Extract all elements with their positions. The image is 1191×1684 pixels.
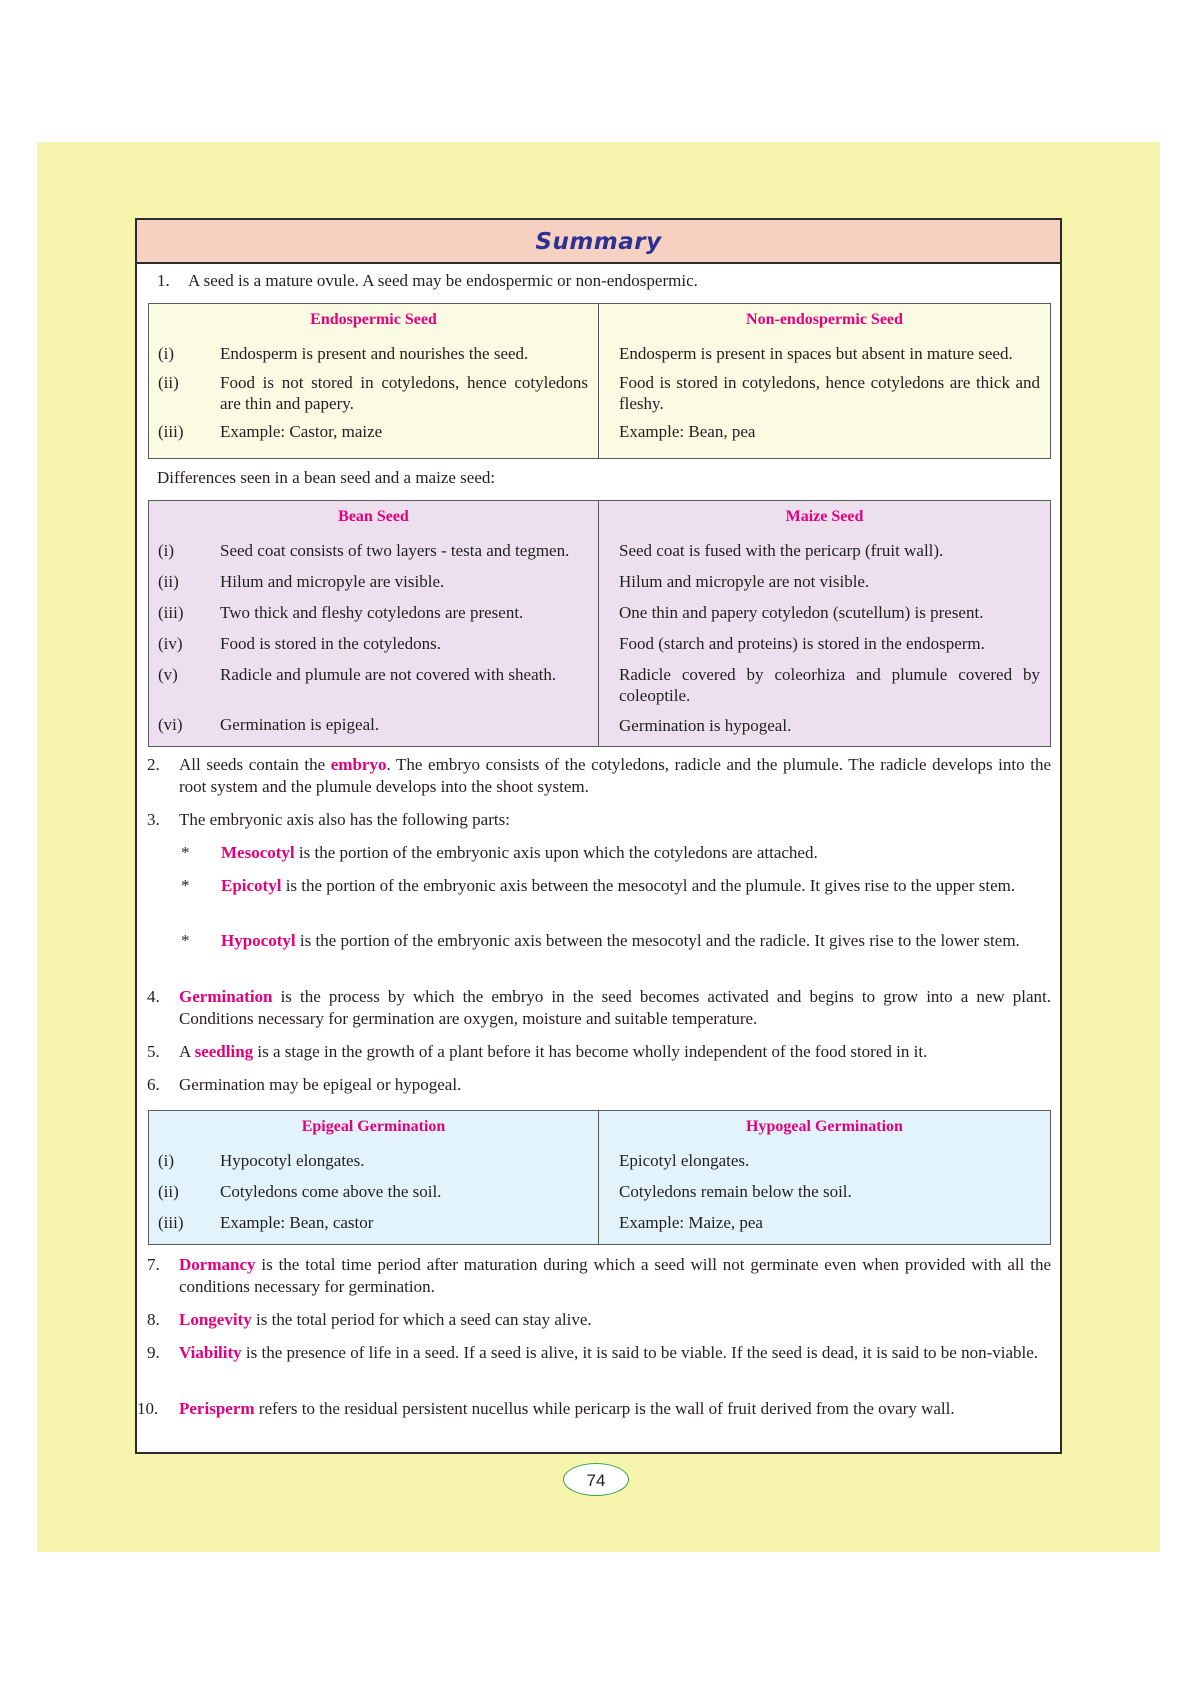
table1-head-left: Endospermic Seed bbox=[149, 304, 599, 338]
table3-body: (i) Hypocotyl elongates. Epicotyl elongates. (ii) Cotyledons come above the soil. Cotyledons remain below the soil. (iii) Example: Bean, castor Example: Maize, pea bbox=[148, 1144, 1051, 1245]
table1-head-right: Non-endospermic Seed bbox=[599, 304, 1051, 338]
point-1 bbox=[157, 270, 698, 292]
point-2: 2. All seeds contain the embryo. The embryo consists of the cotyledons, radicle and the plumule. The radicle develops into the root system and the plumule develops into the shoot system. bbox=[147, 755, 1051, 796]
page-number: 74 bbox=[563, 1463, 629, 1496]
table-cell: Food is stored in cotyledons, hence cotyledons are thick and fleshy. bbox=[619, 373, 1040, 413]
table-cell: Food (starch and proteins) is stored in the endosperm. bbox=[619, 634, 985, 653]
table-cell: Hilum and micropyle are not visible. bbox=[619, 572, 870, 591]
table-cell: Example: Maize, pea bbox=[619, 1213, 763, 1232]
table-row: (ii) Food is not stored in cotyledons, hence cotyledons are thin and papery. bbox=[158, 373, 588, 413]
point-10: 10. Perisperm refers to the residual persistent nucellus while pericarp is the wall of fruit derived from the ovary wall. bbox=[137, 1399, 955, 1418]
point-5: 5. A seedling is a stage in the growth of a plant before it has become wholly independent of the food stored in it. bbox=[147, 1042, 928, 1061]
table2-head-left: Bean Seed bbox=[149, 501, 599, 535]
point-4: 4. Germination is the process by which the embryo in the seed becomes activated and begins to grow into a new plant. Conditions necessary for germination are oxygen, moisture and suitable temperature. bbox=[147, 987, 1051, 1028]
table-cell: Epicotyl elongates. bbox=[619, 1151, 750, 1170]
bullet-hypocotyl: * Hypocotyl is the portion of the embryonic axis between the mesocotyl and the radicle. It gives rise to the lower stem. bbox=[181, 931, 1020, 950]
table3-head-right: Hypogeal Germination bbox=[599, 1111, 1051, 1145]
table2-head-right: Maize Seed bbox=[599, 501, 1051, 535]
germination-table bbox=[148, 1110, 1051, 1145]
table-cell: Cotyledons remain below the soil. bbox=[619, 1182, 852, 1201]
table2-body: (i) Seed coat consists of two layers - testa and tegmen. Seed coat is fused with the pericarp (fruit wall). (ii) Hilum and micropyle are visible. Hilum and micropyle are not visible. (iii) Two thick and fleshy cotyledons are present. One thin and papery cotyledon (scutellum) is present. (iv) Food is stored in the cotyledons. Food (starch and proteins) is stored in the endosperm. (v) Radicle and plumule are not covered with sheath. Radicle covered by coleorhiza and plumule covered by coleoptile. (vi) Germination is epigeal. Germination is hypogeal. bbox=[148, 534, 1051, 747]
table-cell: Example: Bean, pea bbox=[619, 422, 756, 441]
bean-maize-table bbox=[148, 500, 1051, 535]
table-cell: Radicle covered by coleorhiza and plumule covered by coleoptile. bbox=[619, 665, 1040, 705]
title-bar bbox=[137, 220, 1060, 264]
table-cell: Germination is hypogeal. bbox=[619, 716, 792, 735]
differences-intro: Differences seen in a bean seed and a maize seed: bbox=[157, 468, 496, 487]
summary-box bbox=[135, 218, 1062, 1454]
table-cell: One thin and papery cotyledon (scutellum) is present. bbox=[619, 603, 984, 622]
table3-head-left: Epigeal Germination bbox=[149, 1111, 599, 1145]
point-3: 3. The embryonic axis also has the following parts: bbox=[147, 810, 510, 829]
point-7: 7. Dormancy is the total time period after maturation during which a seed will not germinate even when provided with all the conditions necessary for germination. bbox=[147, 1255, 1051, 1296]
table-cell: Endosperm is present in spaces but absent in mature seed. bbox=[619, 344, 1013, 363]
page-title: Summary bbox=[535, 229, 662, 255]
term-embryo: embryo bbox=[330, 755, 387, 774]
bullet-epicotyl: * Epicotyl is the portion of the embryonic axis between the mesocotyl and the plumule. It gives rise to the upper stem. bbox=[181, 876, 1016, 895]
point-1-number: 1. bbox=[157, 271, 170, 290]
point-8: 8. Longevity is the total period for which a seed can stay alive. bbox=[147, 1310, 592, 1329]
point-6: 6. Germination may be epigeal or hypogeal. bbox=[147, 1075, 462, 1094]
table1-body: (i) Endosperm is present and nourishes the seed. Endosperm is present in spaces but absent in mature seed. (ii) Food is not stored in cotyledons, hence cotyledons are thin and papery. Food is stored in cotyledons, hence cotyledons are thick and fleshy. (iii) Example: Castor, maize Example: Bean, pea bbox=[148, 337, 1051, 459]
point-1-text: A seed is a mature ovule. A seed may be endospermic or non-endospermic. bbox=[188, 271, 698, 290]
bullet-mesocotyl: * Mesocotyl is the portion of the embryonic axis upon which the cotyledons are attached. bbox=[181, 843, 818, 862]
table-cell: Seed coat is fused with the pericarp (fruit wall). bbox=[619, 541, 944, 560]
point-9: 9. Viability is the presence of life in a seed. If a seed is alive, it is said to be viable. If the seed is dead, it is said to be non-viable. bbox=[147, 1343, 1039, 1362]
endospermic-table bbox=[148, 303, 1051, 338]
